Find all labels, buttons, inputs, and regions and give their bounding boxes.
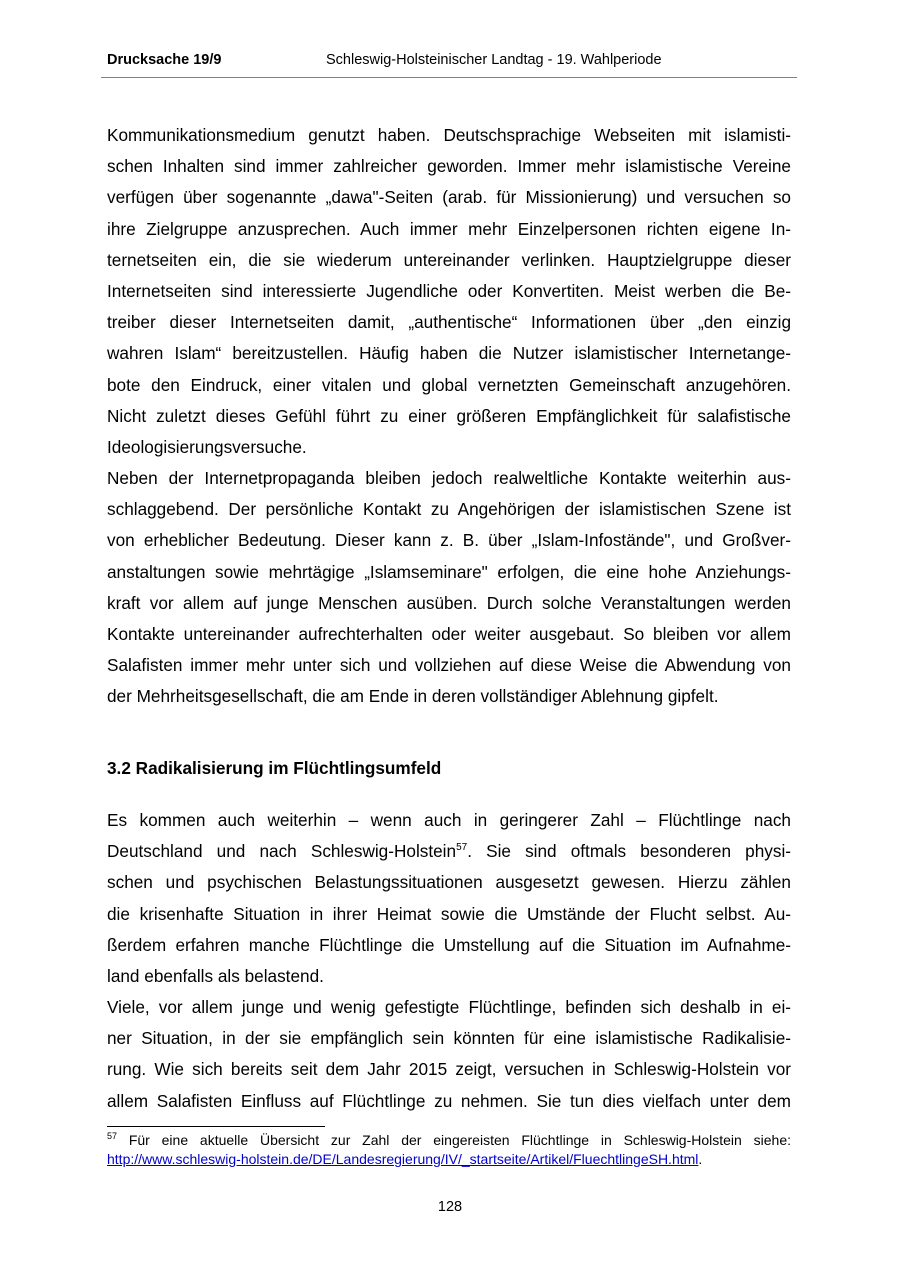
section-heading: 3.2 Radikalisierung im Flüchtlingsumfeld (107, 758, 442, 778)
text-segment: . Sie sind oftmals besonderen physi- (467, 841, 792, 862)
text-line: Nicht zuletzt dieses Gefühl führt zu einer größeren Empfänglichkeit für salafistische (107, 405, 791, 426)
text-line: ßerdem erfahren manche Flüchtlinge die Umstellung auf die Situation im Aufnahme- (107, 934, 791, 955)
footnote-divider (107, 1126, 325, 1127)
text-line: schen Inhalten sind immer zahlreicher geworden. Immer mehr islamistische Vereine (107, 156, 791, 177)
text-line: schen und psychischen Belastungssituationen ausgesetzt gewesen. Hierzu zählen (107, 872, 791, 893)
document-number: Drucksache 19/9 (107, 52, 222, 68)
text-line: die krisenhafte Situation in ihrer Heimat sowie die Umstände der Flucht selbst. Au- (107, 903, 791, 924)
footnote-line (107, 1131, 791, 1150)
footnote-line (107, 1150, 791, 1169)
text-line: Kommunikationsmedium genutzt haben. Deutschsprachige Webseiten mit islamisti- (107, 125, 791, 145)
paragraph-internet-propaganda (107, 120, 791, 463)
text-line: ternetseiten ein, die sie wiederum untereinander verlinken. Hauptzielgruppe dieser (107, 249, 791, 270)
text-line: allem Salafisten Einfluss auf Flüchtlinge zu nehmen. Sie tun dies vielfach unter dem (107, 1090, 791, 1111)
text-line: anstaltungen sowie mehrtägige „Islamseminare" erfolgen, die eine hohe Anziehungs- (107, 561, 791, 582)
text-line: von erheblicher Bedeutung. Dieser kann z. B. über „Islam-Infostände", und Großver- (107, 530, 791, 551)
text-line: der Mehrheitsgesellschaft, die am Ende in deren vollständiger Ablehnung gipfelt. (107, 686, 719, 707)
paragraph-real-world-contacts (107, 463, 791, 713)
header-divider (101, 77, 797, 78)
footnote-period: . (698, 1151, 703, 1167)
text-line: Salafisten immer mehr unter sich und vollziehen auf diese Weise die Abwendung von (107, 655, 791, 676)
text-line: Es kommen auch weiterhin – wenn auch in geringerer Zahl – Flüchtlinge nach (107, 810, 791, 830)
text-line: Viele, vor allem junge und wenig gefestigte Flüchtlinge, befinden sich deshalb in ei- (107, 997, 791, 1017)
footnote (107, 1131, 791, 1169)
text-line (107, 836, 791, 867)
text-line: bote den Eindruck, einer vitalen und global vernetzten Gemeinschaft anzugehören. (107, 374, 791, 395)
paragraph-radicalisation (107, 992, 791, 1117)
text-line: ihre Zielgruppe anzusprechen. Auch immer mehr Einzelpersonen richten eigene In- (107, 218, 791, 239)
text-line: schlaggebend. Der persönliche Kontakt zu Angehörigen der islamistischen Szene ist (107, 499, 791, 520)
text-line: Neben der Internetpropaganda bleiben jedoch realweltliche Kontakte weiterhin aus- (107, 468, 791, 488)
paragraph-refugee-situation (107, 805, 791, 992)
text-line: kraft vor allem auf junge Menschen ausüben. Durch solche Veranstaltungen werden (107, 592, 791, 613)
text-line: Ideologisierungsversuche. (107, 437, 307, 458)
footnote-reference[interactable]: 57 (456, 842, 468, 854)
header-title: Schleswig-Holsteinischer Landtag - 19. Wahlperiode (326, 52, 662, 68)
text-line: treiber dieser Internetseiten damit, „authentische“ Informationen über „den einzig (107, 312, 791, 333)
text-line: ner Situation, in der sie empfänglich sein könnten für eine islamistische Radikalisie- (107, 1028, 791, 1049)
footnote-link[interactable]: http://www.schleswig-holstein.de/DE/Landesregierung/IV/_startseite/Artikel/FluechtlingeSH.html (107, 1151, 699, 1167)
footnote-text: Für eine aktuelle Übersicht zur Zahl der eingereisten Flüchtlinge in Schleswig-Holstein siehe: (128, 1132, 791, 1148)
text-line: land ebenfalls als belastend. (107, 966, 324, 987)
text-line: verfügen über sogenannte „dawa"-Seiten (arab. für Missionierung) und versuchen so (107, 187, 791, 208)
text-line: rung. Wie sich bereits seit dem Jahr 2015 zeigt, versuchen in Schleswig-Holstein vor (107, 1059, 791, 1080)
text-line: Internetseiten sind interessierte Jugendliche oder Konvertiten. Meist werben die Be- (107, 281, 791, 302)
footnote-number: 57 (107, 1131, 118, 1141)
page-number: 128 (437, 1199, 463, 1215)
text-line: wahren Islam“ bereitzustellen. Häufig haben die Nutzer islamistischer Internetange- (107, 343, 791, 364)
text-segment: Deutschland und nach Schleswig-Holstein (107, 841, 457, 862)
page-header (107, 52, 797, 74)
text-line: Kontakte untereinander aufrechterhalten oder weiter ausgebaut. So bleiben vor allem (107, 624, 791, 645)
